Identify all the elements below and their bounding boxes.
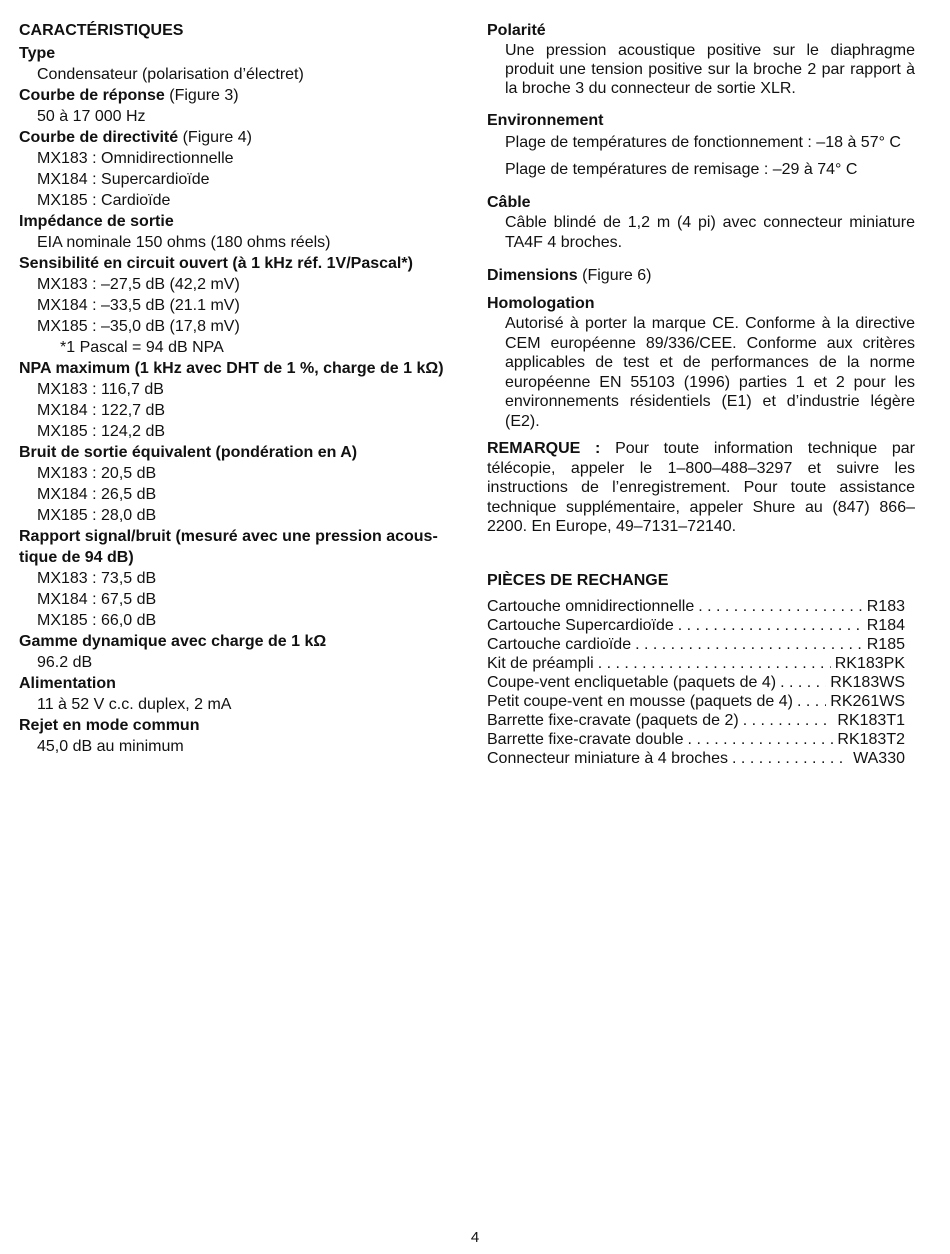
max-spl-value: MX184 : 122,7 dB (37, 402, 166, 419)
type-label: Type (19, 45, 56, 62)
signal-noise-label-cont: tique de 94 dB) (19, 549, 134, 566)
impedance-value: EIA nominale 150 ohms (180 ohms réels) (37, 234, 331, 251)
list-item (487, 616, 905, 635)
sensitivity-label: Sensibilité en circuit ouvert (à 1 kHz réf. 1V/Pascal*) (19, 255, 413, 272)
part-code: RK183WS (830, 673, 905, 691)
max-spl-value: MX185 : 124,2 dB (37, 423, 166, 440)
dynamic-range-value: 96.2 dB (37, 654, 93, 671)
homologation-label: Homologation (487, 295, 595, 312)
list-item (487, 673, 905, 692)
polar-pattern-value: MX184 : Supercardioïde (37, 171, 210, 188)
part-name: Barrette fixe-cravate double (487, 730, 684, 748)
self-noise-label: Bruit de sortie équivalent (pondération en A) (19, 444, 358, 461)
part-name: Connecteur miniature à 4 broches (487, 749, 729, 767)
list-item (487, 749, 905, 768)
note-paragraph (487, 439, 915, 537)
specifications-column (19, 20, 459, 757)
signal-noise-value: MX184 : 67,5 dB (37, 591, 157, 608)
sensitivity-value: MX183 : –27,5 dB (42,2 mV) (37, 276, 240, 293)
part-name: Cartouche cardioïde (487, 635, 632, 653)
dynamic-range-label: Gamme dynamique avec charge de 1 kΩ (19, 633, 327, 650)
homologation-text: Autorisé à porter la marque CE. Conforme à la directive CEM européenne 89/336/CEE. Conforme aux critères applicables de test et de performances de la norme européenne EN 55103 (1996) parties 1 et 2 pour les environnements résidentiels (E1) et d’industrie légère (E2). (505, 315, 915, 430)
power-label: Alimentation (19, 675, 116, 692)
part-name: Coupe-vent encliquetable (paquets de 4) (487, 673, 777, 691)
signal-noise-value: MX183 : 73,5 dB (37, 570, 157, 587)
details-column (487, 20, 915, 768)
part-name: Barrette fixe-cravate (paquets de 2) (487, 711, 739, 729)
polar-pattern-value: MX185 : Cardioïde (37, 192, 171, 209)
type-value: Condensateur (polarisation d’électret) (37, 66, 304, 83)
part-code: R184 (866, 616, 905, 634)
cable-text: Câble blindé de 1,2 m (4 pi) avec connecteur miniature TA4F 4 broches. (505, 214, 915, 251)
part-code: RK261WS (830, 692, 905, 710)
list-item (487, 730, 905, 749)
polar-pattern-label: Courbe de directivité (Figure 4) (19, 129, 252, 146)
part-code: RK183PK (834, 654, 905, 672)
environment-operating: Plage de températures de fonctionnement : –18 à 57° C (505, 134, 901, 151)
part-name: Kit de préampli (487, 654, 594, 672)
note-text: Pour toute information technique par télécopie, appeler le 1–800–488–3297 et suivre les instructions de l’enregistrement. Pour toute assistance technique supplémentaire, appeler Shure au (847) 866–2200. En Europe, 49–7131–72140. (487, 440, 916, 535)
part-code: RK183T2 (837, 730, 905, 748)
list-item (487, 711, 905, 730)
polarity-label: Polarité (487, 22, 546, 39)
signal-noise-value: MX185 : 66,0 dB (37, 612, 157, 629)
spare-parts-title: PIÈCES DE RECHANGE (487, 571, 669, 589)
self-noise-value: MX185 : 28,0 dB (37, 507, 157, 524)
list-item (487, 692, 905, 711)
environment-storage: Plage de températures de remisage : –29 à 74° C (505, 161, 858, 178)
dimensions-label: Dimensions (Figure 6) (487, 267, 652, 284)
cmrr-value: 45,0 dB au minimum (37, 738, 184, 755)
part-code: R183 (866, 597, 905, 615)
cable-label: Câble (487, 194, 531, 211)
cmrr-label: Rejet en mode commun (19, 717, 200, 734)
frequency-response-label: Courbe de réponse (Figure 3) (19, 87, 239, 104)
sensitivity-value: MX185 : –35,0 dB (17,8 mV) (37, 318, 240, 335)
note-label: REMARQUE : (487, 440, 601, 457)
impedance-label: Impédance de sortie (19, 213, 174, 230)
environment-label: Environnement (487, 112, 604, 129)
max-spl-label: NPA maximum (1 kHz avec DHT de 1 %, charge de 1 kΩ) (19, 360, 444, 377)
part-code: WA330 (853, 749, 905, 767)
part-code: R185 (866, 635, 905, 653)
part-name: Cartouche omnidirectionnelle (487, 597, 695, 615)
max-spl-value: MX183 : 116,7 dB (37, 381, 164, 398)
part-name: Petit coupe-vent en mousse (paquets de 4) (487, 692, 793, 710)
polarity-text: Une pression acoustique positive sur le diaphragme produit une tension positive sur la broche 2 par rapport à la broche 3 du connecteur de sortie XLR. (505, 42, 915, 97)
part-name: Cartouche Supercardioïde (487, 616, 674, 634)
sensitivity-value: MX184 : –33,5 dB (21.1 mV) (37, 297, 240, 314)
spare-parts-list (487, 597, 915, 768)
list-item (487, 635, 905, 654)
specifications-title: CARACTÉRISTIQUES (19, 22, 184, 39)
signal-noise-label: Rapport signal/bruit (mesuré avec une pression acous- (19, 528, 438, 545)
list-item (487, 654, 905, 673)
self-noise-value: MX183 : 20,5 dB (37, 465, 157, 482)
part-code: RK183T1 (837, 711, 905, 729)
list-item (487, 597, 905, 616)
page-number: 4 (470, 1229, 480, 1246)
sensitivity-note: *1 Pascal = 94 dB NPA (60, 339, 224, 356)
frequency-response-value: 50 à 17 000 Hz (37, 108, 146, 125)
power-value: 11 à 52 V c.c. duplex, 2 mA (37, 696, 232, 713)
polar-pattern-value: MX183 : Omnidirectionnelle (37, 150, 234, 167)
self-noise-value: MX184 : 26,5 dB (37, 486, 157, 503)
